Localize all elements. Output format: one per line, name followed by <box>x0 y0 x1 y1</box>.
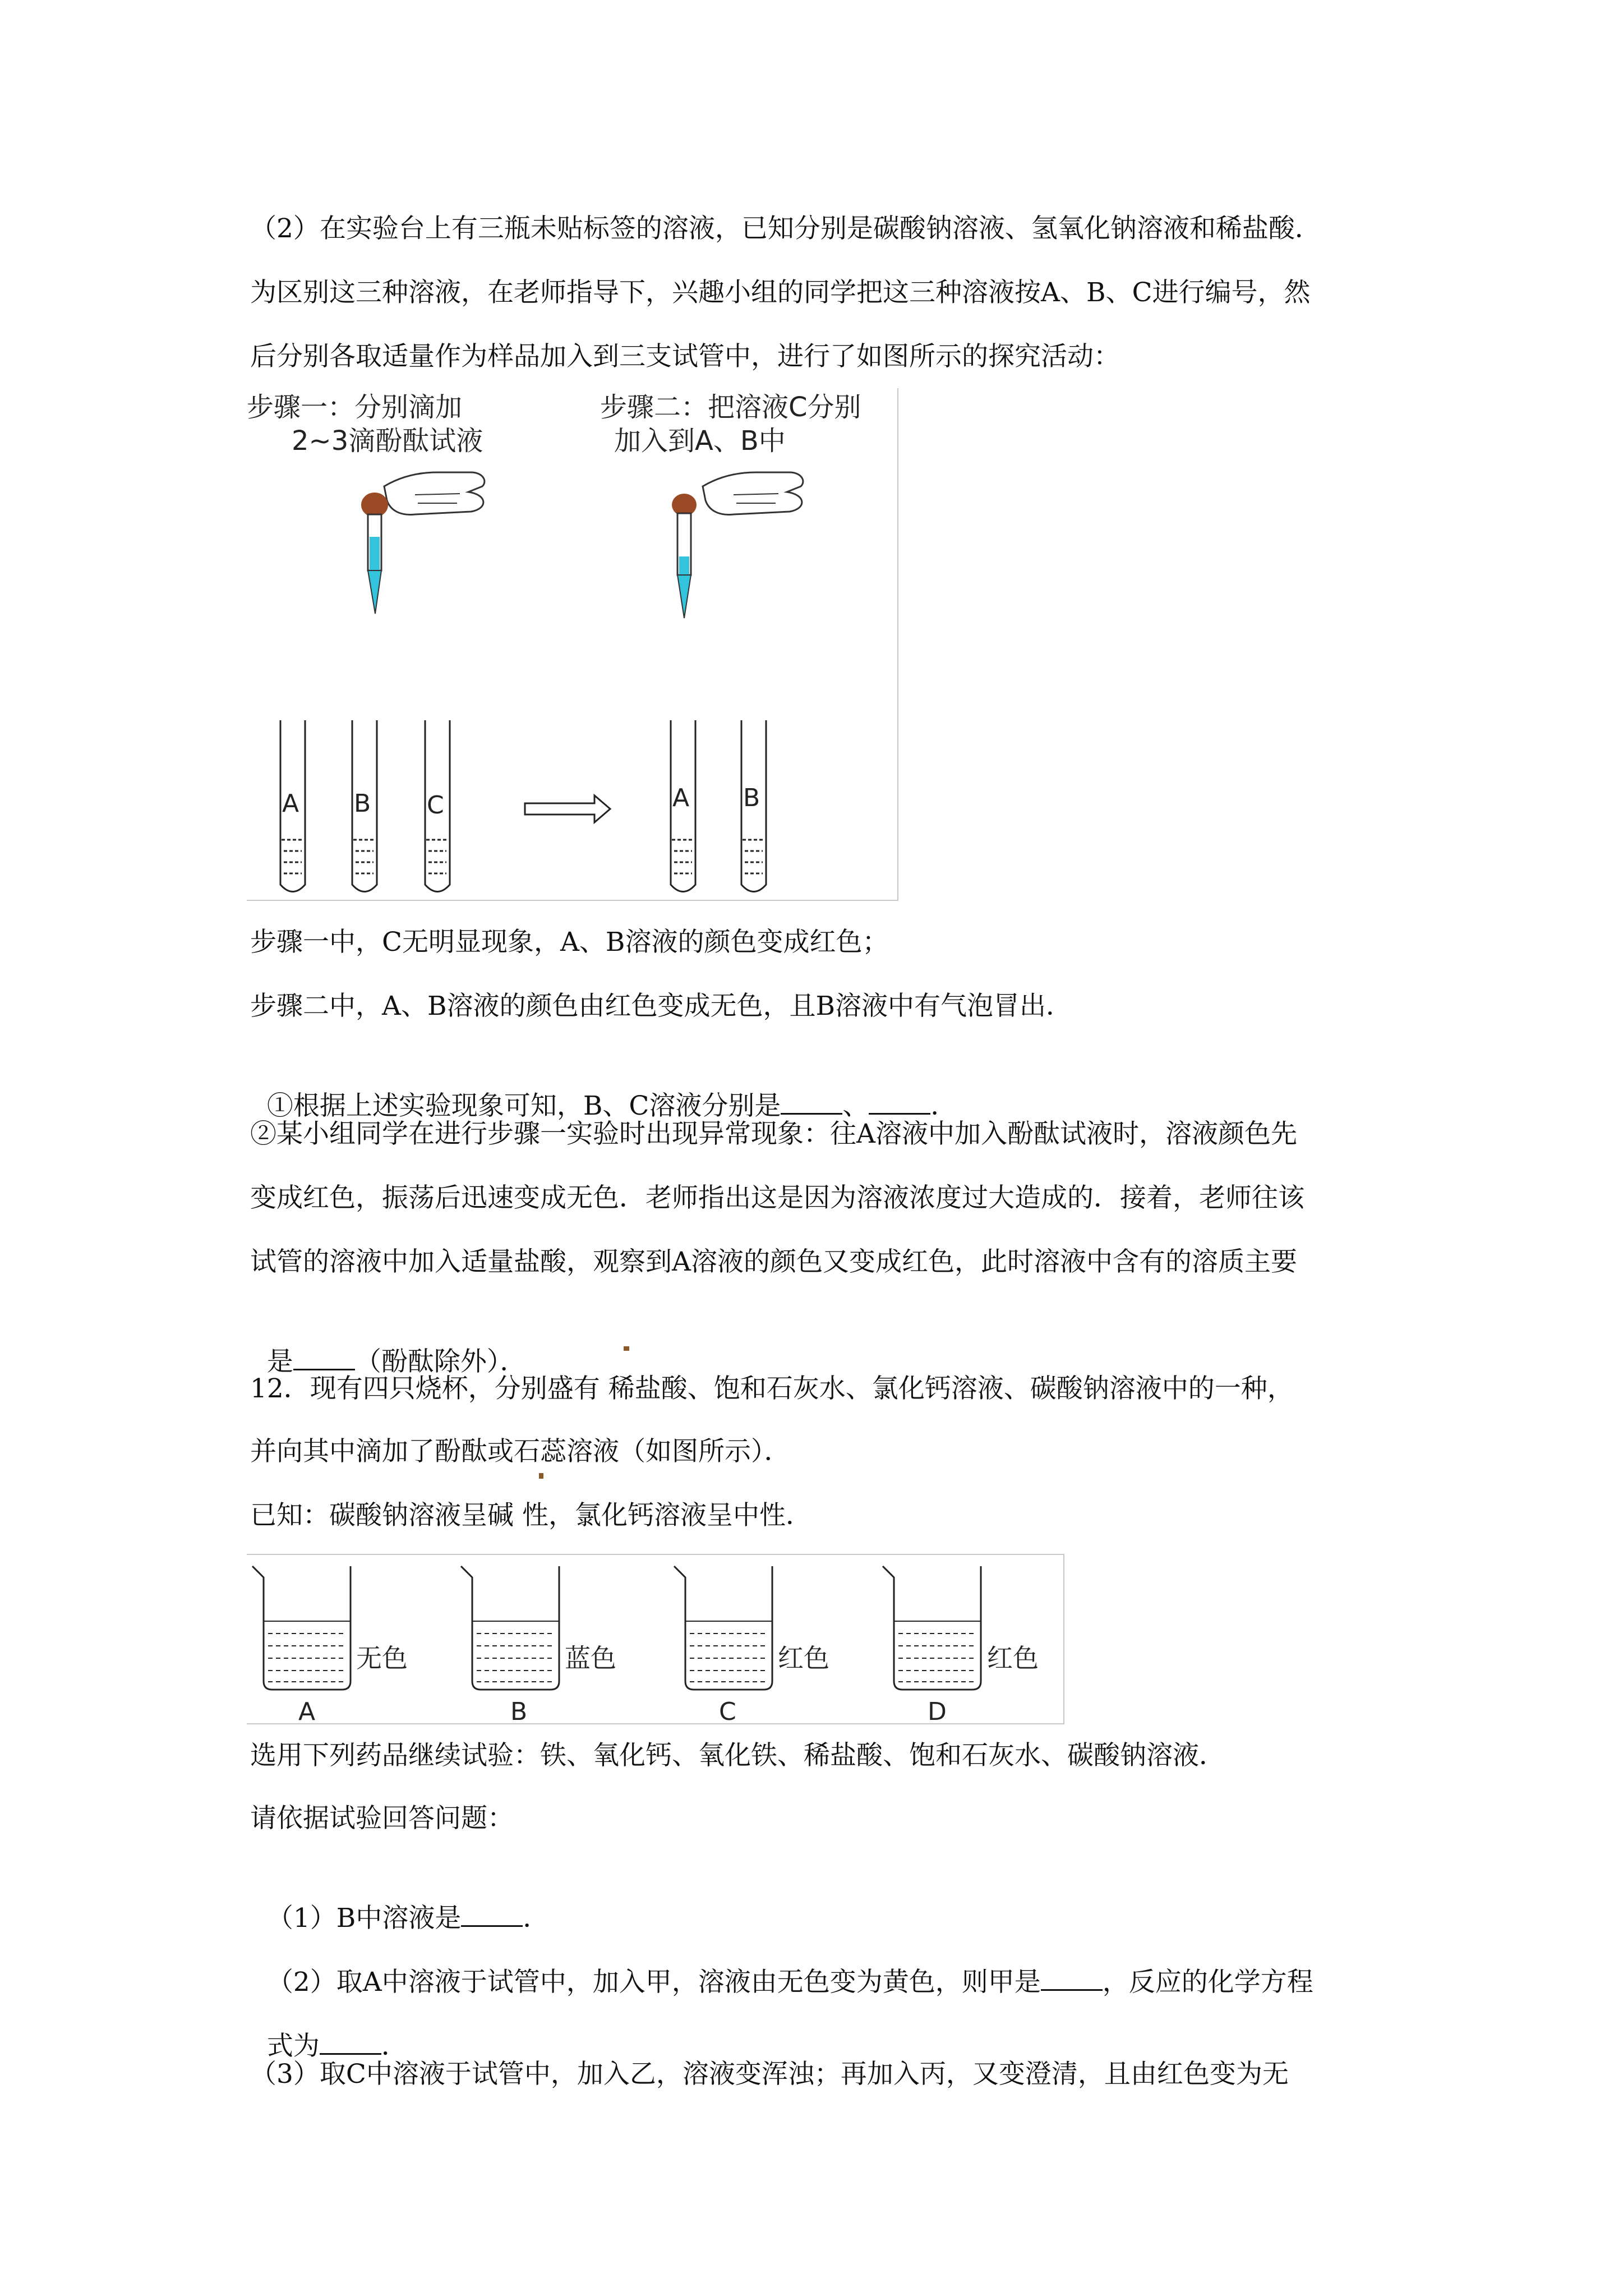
beaker-a <box>252 1566 408 1723</box>
question-1-sep: 、 <box>842 1091 869 1121</box>
observation-1: 步骤一中，C无明显现象，A、B溶液的颜色变成红色； <box>250 927 889 958</box>
beaker-b-label: B <box>510 1697 528 1723</box>
step1-title-b: 2~3滴酚酞试液 <box>292 425 483 457</box>
question-2-line-3: 试管的溶液中加入适量盐酸，观察到A溶液的颜色又变成红色，此时溶液中含有的溶质主要 <box>250 1246 1297 1277</box>
test-tube-a <box>280 720 305 892</box>
hand-dropper-icon-2 <box>672 472 803 618</box>
problem-12-q2-line-1 <box>250 1930 1313 1999</box>
question-1-prefix: ①根据上述实验现象可知，B、C溶液分别是 <box>266 1091 781 1121</box>
question-2-line-2: 变成红色，振荡后迅速变成无色．老师指出这是因为溶液浓度过大造成的．接着，老师往该 <box>250 1182 1304 1213</box>
problem-12-q2-line-2 <box>250 1994 408 2063</box>
beakers-diagram <box>247 1555 1063 1723</box>
test-tube-c <box>425 720 450 892</box>
step1-title-a: 步骤一：分别滴加 <box>247 392 463 423</box>
intro-line-3: 后分别各取适量作为样品加入到三支试管中，进行了如图所示的探究活动： <box>250 341 1120 372</box>
beaker-c-color: 红色 <box>778 1643 829 1673</box>
beaker-b-color: 蓝色 <box>565 1643 616 1673</box>
beaker-d-color: 红色 <box>987 1643 1039 1673</box>
intro-line-1: （2）在实验台上有三瓶未贴标签的溶液，已知分别是碳酸钠溶液、氢氧化钠溶液和稀盐酸． <box>250 213 1321 244</box>
reagents-line: 选用下列药品继续试验：铁、氧化钙、氧化铁、稀盐酸、饱和石灰水、碳酸钠溶液． <box>250 1740 1225 1771</box>
question-2-line-1: ②某小组同学在进行步骤一实验时出现异常现象：往A溶液中加入酚酞试液时，溶液颜色先 <box>250 1119 1297 1149</box>
beaker-c-label: C <box>719 1697 736 1723</box>
speck-mark-1 <box>624 1346 629 1351</box>
question-2-line-4 <box>250 1309 526 1379</box>
test-tube-b-step2 <box>741 720 766 892</box>
problem-12-known: 已知：碳酸钠溶液呈碱 性，氯化钙溶液呈中性． <box>250 1500 812 1531</box>
prompt-line: 请依据试验回答问题： <box>250 1803 514 1834</box>
test-tube-a-step2 <box>671 720 695 892</box>
problem-12-q3: （3）取C中溶液于试管中，加入乙，溶液变浑浊；再加入丙，又变澄清，且由红色变为无 <box>250 2059 1289 2090</box>
beaker-b <box>461 1566 616 1723</box>
q2-line2-suffix: ． <box>381 2031 408 2062</box>
problem-12-q1 <box>250 1866 549 1935</box>
intro-line-2: 为区别这三种溶液，在老师指导下，兴趣小组的同学把这三种溶液按A、B、C进行编号，然 <box>250 277 1311 308</box>
speck-mark-2 <box>539 1473 543 1479</box>
tube-label-c: C <box>427 791 444 820</box>
tube-label-a-step2: A <box>672 784 690 812</box>
hand-dropper-icon <box>361 472 485 614</box>
q2-prefix: （2）取A中溶液于试管中，加入甲，溶液由无色变为黄色，则甲是 <box>266 1967 1041 1998</box>
experiment-diagram <box>247 388 897 900</box>
question-2-line-4-prefix: 是 <box>266 1346 293 1377</box>
beaker-c <box>674 1566 829 1723</box>
answer-blank-q2b[interactable] <box>320 2027 381 2055</box>
answer-blank-q2a[interactable] <box>1041 1963 1103 1991</box>
question-2-line-4-suffix: （酚酞除外）． <box>354 1346 527 1377</box>
problem-12-line-2: 并向其中滴加了酚酞或石蕊溶液（如图所示）． <box>250 1436 791 1467</box>
experiment-figure <box>247 388 898 901</box>
step2-title-b: 加入到A、B中 <box>614 425 786 457</box>
beakers-figure <box>247 1554 1064 1724</box>
beaker-a-label: A <box>298 1697 316 1723</box>
answer-blank-solute[interactable] <box>293 1343 355 1370</box>
q2-mid: ，反应的化学方程 <box>1102 1967 1313 1998</box>
tube-label-b: B <box>354 789 371 818</box>
tube-label-b-step2: B <box>743 784 760 812</box>
arrow-right-icon <box>525 795 610 822</box>
answer-blank-c[interactable] <box>869 1087 930 1115</box>
tube-label-a: A <box>282 789 299 818</box>
question-1 <box>250 1053 957 1123</box>
q1-suffix: ． <box>523 1903 550 1934</box>
answer-blank-b[interactable] <box>781 1087 842 1115</box>
question-1-suffix: ． <box>930 1091 957 1121</box>
beaker-a-color: 无色 <box>356 1643 408 1673</box>
test-tube-b <box>352 720 377 892</box>
answer-blank-q1[interactable] <box>461 1899 523 1927</box>
q2-line2-prefix: 式为 <box>266 2031 320 2062</box>
beaker-d-label: D <box>928 1697 947 1723</box>
step2-title-a: 步骤二：把溶液C分别 <box>600 392 861 423</box>
problem-12-line-1: 12．现有四只烧杯，分别盛有 稀盐酸、饱和石灰水、氯化钙溶液、碳酸钠溶液中的一种， <box>250 1373 1294 1404</box>
q1-prefix: （1）B中溶液是 <box>266 1903 462 1934</box>
beaker-d <box>883 1566 1039 1723</box>
observation-2: 步骤二中，A、B溶液的颜色由红色变成无色，且B溶液中有气泡冒出． <box>250 991 1073 1022</box>
